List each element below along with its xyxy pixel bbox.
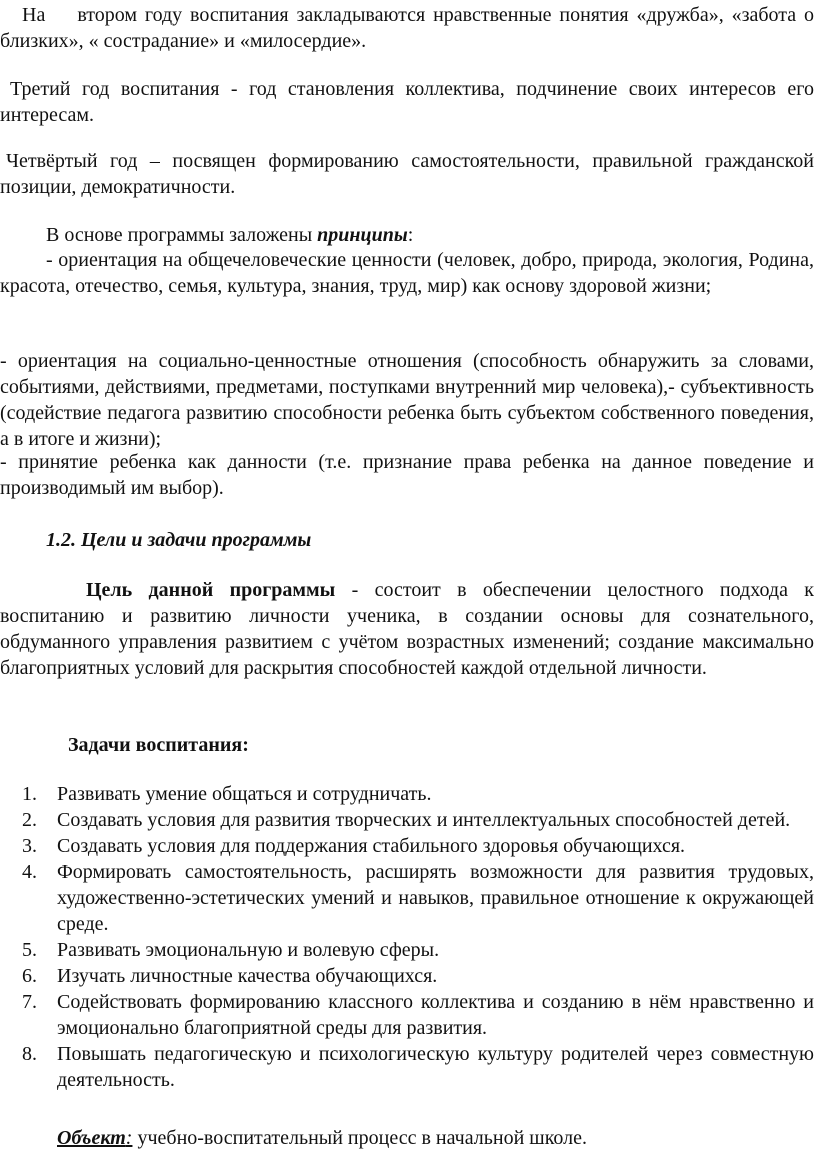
list-item — [0, 859, 814, 937]
tasks-list — [0, 781, 814, 1093]
object-text: учебно-воспитательный процесс в начальной школе. — [132, 1127, 587, 1149]
tasks-heading: Задачи воспитания: — [68, 734, 249, 756]
section-heading: 1.2. Цели и задачи программы — [46, 529, 312, 551]
list-item-text: Развивать эмоциональную и волевую сферы. — [57, 939, 440, 961]
list-item-number: 2. — [22, 809, 37, 831]
paragraph-lead: На — [22, 4, 46, 26]
list-item-text: Содействовать формированию классного коллектива и созданию в нём нравственно и эмоционально благоприятной среды для развития. — [57, 991, 814, 1039]
list-item — [0, 937, 814, 963]
paragraph-principle-universal-values: - ориентация на общечеловеческие ценности (человек, добро, природа, экология, Родина, красота, отечество, семья, культура, знания, труд, мир) как основу здоровой жизни; — [0, 249, 814, 297]
principles-colon: : — [407, 224, 414, 246]
list-item-text: Формировать самостоятельность, расширять возможности для развития трудовых, художественно-эстетических умений и навыков, правильное отношение к окружающей среде. — [57, 861, 814, 935]
paragraph-principles-intro — [0, 222, 814, 248]
paragraph-principle-acceptance: - принятие ребенка как данности (т.е. признание права ребенка на данное поведение и производимый им выбор). — [0, 451, 814, 499]
principles-keyword: принципы — [317, 224, 408, 246]
list-item-number: 7. — [22, 991, 37, 1013]
goal-text: - состоит в обеспечении целостного подхода к воспитанию и развитию личности ученика, в создании основы для сознательного, обдуманного управления развитием с учётом возрастных изменений; создание максимально благоприятных условий для раскрытия способностей каждой отдельной личности. — [0, 579, 814, 679]
list-item-number: 1. — [22, 783, 37, 805]
list-item — [0, 1041, 814, 1093]
list-item-text: Создавать условия для развития творческих и интеллектуальных способностей детей. — [57, 809, 791, 831]
paragraph-second-year — [0, 2, 814, 54]
object-label: Объект — [57, 1127, 126, 1149]
object-colon: : — [125, 1127, 133, 1149]
paragraph-object — [0, 1125, 814, 1151]
list-item-number: 8. — [22, 1043, 37, 1065]
list-item — [0, 963, 814, 989]
list-item-text: Создавать условия для поддержания стабильного здоровья обучающихся. — [57, 835, 686, 857]
paragraph-text: втором году воспитания закладываются нравственные понятия «дружба», «забота о близких», « сострадание» и «милосердие». — [0, 4, 814, 52]
list-item — [0, 833, 814, 859]
paragraph-principle-social-values: - ориентация на социально-ценностные отношения (способность обнаружить за словами, событиями, действиями, предметами, поступками внутренний мир человека),- субъективность (содействие педагога развитию способности ребенка быть субъектом собственного поведения, а в итоге и жизни); — [0, 350, 814, 450]
list-item-number: 3. — [22, 835, 37, 857]
list-item-text: Повышать педагогическую и психологическую культуру родителей через совместную деятельность. — [57, 1043, 814, 1091]
list-item — [0, 807, 814, 833]
list-item-number: 6. — [22, 965, 37, 987]
goal-label: Цель данной программы — [86, 579, 336, 601]
paragraph-third-year: Третий год воспитания - год становления коллектива, подчинение своих интересов его интересам. — [0, 78, 814, 126]
principles-intro-text: В основе программы заложены — [46, 224, 318, 246]
list-item — [0, 989, 814, 1041]
list-item-number: 4. — [22, 861, 37, 883]
paragraph-fourth-year: Четвёртый год – посвящен формированию самостоятельности, правильной гражданской позиции, демократичности. — [0, 150, 814, 198]
list-item — [0, 781, 814, 807]
paragraph-goal — [0, 577, 814, 681]
list-item-number: 5. — [22, 939, 37, 961]
list-item-text: Развивать умение общаться и сотрудничать. — [57, 783, 432, 805]
list-item-text: Изучать личностные качества обучающихся. — [57, 965, 438, 987]
